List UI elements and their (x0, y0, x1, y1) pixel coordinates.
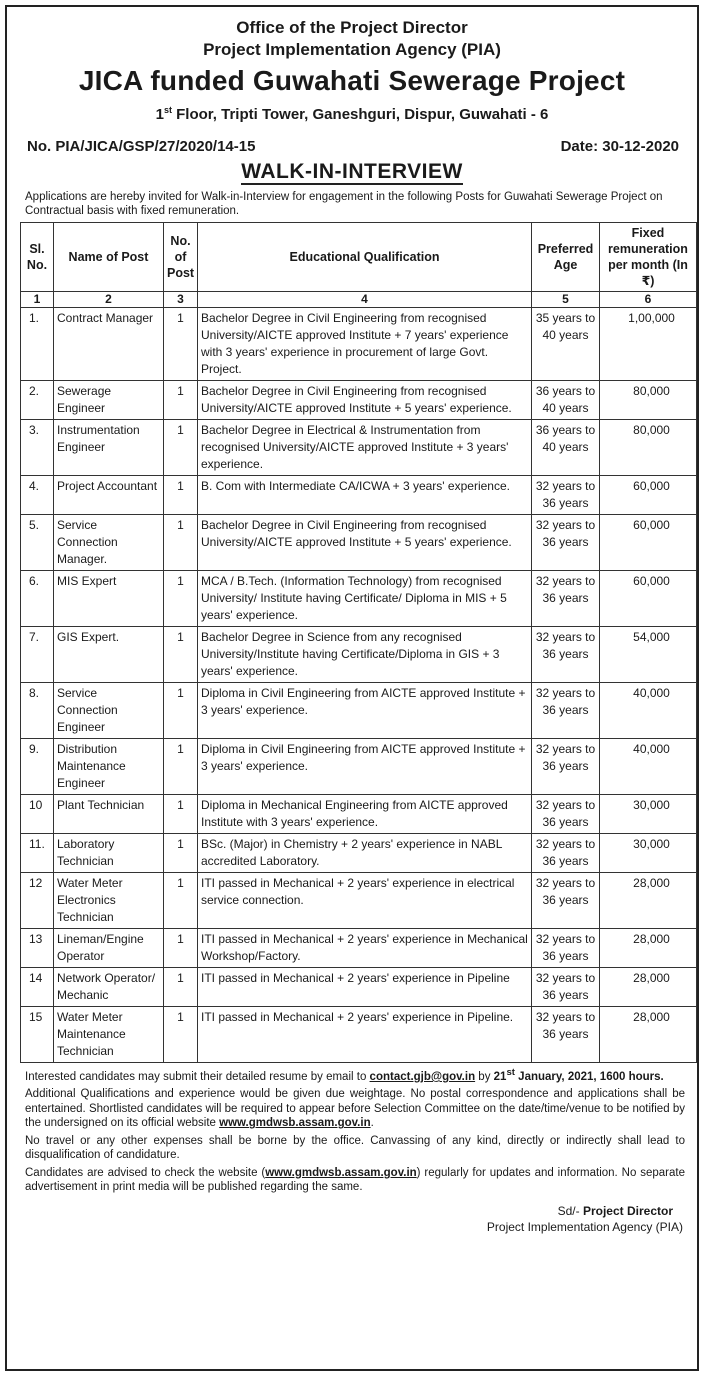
row-preferred-age: 32 years to 36 years (532, 627, 600, 683)
agency-title: Project Implementation Agency (PIA) (203, 40, 501, 59)
notice-title: WALK-IN-INTERVIEW (241, 160, 463, 183)
row-post-count: 1 (164, 929, 198, 968)
row-qualification: Bachelor Degree in Civil Engineering from recognised University/AICTE approved Institute + 5 years' experience. (198, 381, 532, 420)
row-sl-no: 6. (21, 571, 54, 627)
row-preferred-age: 32 years to 36 years (532, 968, 600, 1007)
row-post-name: Distribution Maintenance Engineer (54, 739, 164, 795)
row-post-name: Service Connection Engineer (54, 683, 164, 739)
row-preferred-age: 32 years to 36 years (532, 683, 600, 739)
row-sl-no: 1. (21, 308, 54, 381)
row-remuneration: 28,000 (600, 968, 697, 1007)
row-qualification: Diploma in Civil Engineering from AICTE approved Institute + 3 years' experience. (198, 683, 532, 739)
row-sl-no: 12 (21, 873, 54, 929)
row-post-count: 1 (164, 795, 198, 834)
expenses-note: No travel or any other expenses shall be borne by the office. Canvassing of any kind, directly or indirectly shall lead to disqualification of candidature. (25, 1134, 685, 1162)
table-row (21, 929, 697, 968)
row-post-count: 1 (164, 968, 198, 1007)
row-preferred-age: 32 years to 36 years (532, 929, 600, 968)
website-note: Candidates are advised to check the website (www.gmdwsb.assam.gov.in) regularly for updates and information. No separate advertisement in print media will be published regarding the same. (25, 1166, 685, 1194)
row-post-name: Laboratory Technician (54, 834, 164, 873)
header-preferred-age: Preferred Age (532, 223, 600, 292)
table-row (21, 968, 697, 1007)
row-qualification: ITI passed in Mechanical + 2 years' experience in electrical service connection. (198, 873, 532, 929)
table-row (21, 1007, 697, 1063)
row-preferred-age: 32 years to 36 years (532, 739, 600, 795)
table-row (21, 873, 697, 929)
row-post-name: Network Operator/ Mechanic (54, 968, 164, 1007)
table-row (21, 571, 697, 627)
row-qualification: Diploma in Civil Engineering from AICTE approved Institute + 3 years' experience. (198, 739, 532, 795)
row-remuneration: 28,000 (600, 873, 697, 929)
row-qualification: Bachelor Degree in Civil Engineering from recognised University/AICTE approved Institute + 5 years' experience. (198, 515, 532, 571)
row-sl-no: 3. (21, 420, 54, 476)
row-post-count: 1 (164, 627, 198, 683)
row-qualification: Bachelor Degree in Electrical & Instrumentation from recognised University/AICTE approved Institute + 3 years' experience. (198, 420, 532, 476)
row-post-count: 1 (164, 381, 198, 420)
header-no-of-post: No. of Post (164, 223, 198, 292)
row-preferred-age: 36 years to 40 years (532, 420, 600, 476)
reference-number: No. PIA/JICA/GSP/27/2020/14-15 (27, 138, 256, 155)
row-qualification: ITI passed in Mechanical + 2 years' experience in Mechanical Workshop/Factory. (198, 929, 532, 968)
row-preferred-age: 32 years to 36 years (532, 834, 600, 873)
row-qualification: ITI passed in Mechanical + 2 years' experience in Pipeline. (198, 1007, 532, 1063)
header-remuneration: Fixed remuneration per month (In ₹) (600, 223, 697, 292)
row-sl-no: 13 (21, 929, 54, 968)
row-post-count: 1 (164, 739, 198, 795)
table-header-row (21, 223, 697, 292)
row-post-name: Instrumentation Engineer (54, 420, 164, 476)
column-number: 5 (532, 292, 600, 308)
row-post-count: 1 (164, 834, 198, 873)
row-qualification: BSc. (Major) in Chemistry + 2 years' experience in NABL accredited Laboratory. (198, 834, 532, 873)
row-sl-no: 5. (21, 515, 54, 571)
row-post-count: 1 (164, 420, 198, 476)
row-remuneration: 30,000 (600, 795, 697, 834)
row-remuneration: 30,000 (600, 834, 697, 873)
row-preferred-age: 32 years to 36 years (532, 1007, 600, 1063)
row-qualification: B. Com with Intermediate CA/ICWA + 3 years' experience. (198, 476, 532, 515)
signature-block: Sd/- Project Director Project Implementation Agency (PIA) (486, 1203, 683, 1234)
table-row (21, 739, 697, 795)
row-qualification: MCA / B.Tech. (Information Technology) from recognised University/ Institute having Certificate/ Diploma in MIS + 5 years' experience. (198, 571, 532, 627)
column-number: 6 (600, 292, 697, 308)
row-post-count: 1 (164, 308, 198, 381)
row-sl-no: 15 (21, 1007, 54, 1063)
notice-footer (25, 1066, 685, 1195)
row-post-count: 1 (164, 873, 198, 929)
posts-table (20, 222, 697, 1063)
row-sl-no: 8. (21, 683, 54, 739)
row-remuneration: 60,000 (600, 476, 697, 515)
row-post-name: MIS Expert (54, 571, 164, 627)
table-row (21, 795, 697, 834)
deadline: 21st January, 2021, 1600 hours. (493, 1067, 664, 1083)
table-row (21, 308, 697, 381)
table-row (21, 515, 697, 571)
office-address: 1st Floor, Tripti Tower, Ganeshguri, Dispur, Guwahati - 6 (155, 105, 549, 123)
row-post-name: Plant Technician (54, 795, 164, 834)
table-row (21, 627, 697, 683)
column-number: 2 (54, 292, 164, 308)
row-remuneration: 80,000 (600, 420, 697, 476)
row-remuneration: 60,000 (600, 571, 697, 627)
row-remuneration: 40,000 (600, 739, 697, 795)
row-post-count: 1 (164, 1007, 198, 1063)
reference-date: Date: 30-12-2020 (560, 138, 679, 155)
row-post-name: Water Meter Electronics Technician (54, 873, 164, 929)
row-post-count: 1 (164, 571, 198, 627)
column-number: 1 (21, 292, 54, 308)
row-preferred-age: 35 years to 40 years (532, 308, 600, 381)
header-qualification: Educational Qualification (198, 223, 532, 292)
row-sl-no: 10 (21, 795, 54, 834)
office-title: Office of the Project Director (236, 18, 468, 37)
row-remuneration: 40,000 (600, 683, 697, 739)
website-link-2[interactable]: www.gmdwsb.assam.gov.in (265, 1166, 417, 1179)
table-row (21, 476, 697, 515)
table-row (21, 834, 697, 873)
row-remuneration: 80,000 (600, 381, 697, 420)
contact-email-link[interactable]: contact.gjb@gov.in (369, 1070, 476, 1083)
row-qualification: Bachelor Degree in Civil Engineering from recognised University/AICTE approved Institute + 7 years' experience with 3 years' experience in procurement of large Govt. Project. (198, 308, 532, 381)
row-remuneration: 28,000 (600, 929, 697, 968)
row-qualification: ITI passed in Mechanical + 2 years' experience in Pipeline (198, 968, 532, 1007)
row-preferred-age: 32 years to 36 years (532, 571, 600, 627)
row-post-count: 1 (164, 515, 198, 571)
header-name-of-post: Name of Post (54, 223, 164, 292)
column-number-row (21, 292, 697, 308)
row-qualification: Diploma in Mechanical Engineering from AICTE approved Institute with 3 years' experience. (198, 795, 532, 834)
reference-row (7, 137, 697, 157)
row-sl-no: 4. (21, 476, 54, 515)
column-number: 3 (164, 292, 198, 308)
row-remuneration: 1,00,000 (600, 308, 697, 381)
row-preferred-age: 32 years to 36 years (532, 873, 600, 929)
row-preferred-age: 32 years to 36 years (532, 515, 600, 571)
website-link[interactable]: www.gmdwsb.assam.gov.in (219, 1117, 371, 1130)
row-post-count: 1 (164, 476, 198, 515)
row-post-name: Lineman/Engine Operator (54, 929, 164, 968)
table-row (21, 683, 697, 739)
row-sl-no: 11. (21, 834, 54, 873)
row-sl-no: 7. (21, 627, 54, 683)
row-remuneration: 28,000 (600, 1007, 697, 1063)
row-sl-no: 2. (21, 381, 54, 420)
intro-text: Applications are hereby invited for Walk-in-Interview for engagement in the following Posts for Guwahati Sewerage Project on Contractual basis with fixed remuneration. (25, 191, 663, 217)
row-sl-no: 14 (21, 968, 54, 1007)
row-preferred-age: 32 years to 36 years (532, 795, 600, 834)
row-post-name: Water Meter Maintenance Technician (54, 1007, 164, 1063)
row-post-name: Contract Manager (54, 308, 164, 381)
row-remuneration: 54,000 (600, 627, 697, 683)
table-row (21, 381, 697, 420)
row-post-name: GIS Expert. (54, 627, 164, 683)
row-post-name: Project Accountant (54, 476, 164, 515)
project-title: JICA funded Guwahati Sewerage Project (78, 65, 626, 96)
column-number: 4 (198, 292, 532, 308)
row-remuneration: 60,000 (600, 515, 697, 571)
row-post-count: 1 (164, 683, 198, 739)
row-qualification: Bachelor Degree in Science from any recognised University/Institute having Certificate/Diploma in GIS + 3 years' experience. (198, 627, 532, 683)
table-row (21, 420, 697, 476)
header-sl-no: Sl. No. (21, 223, 54, 292)
row-preferred-age: 36 years to 40 years (532, 381, 600, 420)
row-post-name: Service Connection Manager. (54, 515, 164, 571)
row-preferred-age: 32 years to 36 years (532, 476, 600, 515)
table-body (21, 308, 697, 1063)
advertisement-page (5, 5, 699, 1371)
selection-note: Additional Qualifications and experience would be given due weightage. No postal correspondence and applications shall be entertained. Shortlisted candidates will be required to appear before Selection Committee on the date/time/venue to be notified by the undersigned on its official website www.gmdwsb.assam.gov.in. (25, 1088, 685, 1130)
submission-instructions: Interested candidates may submit their detailed resume by email to contact.gjb@gov.in by 21st January, 2021, 1600 hours. (25, 1067, 664, 1083)
row-sl-no: 9. (21, 739, 54, 795)
row-post-name: Sewerage Engineer (54, 381, 164, 420)
